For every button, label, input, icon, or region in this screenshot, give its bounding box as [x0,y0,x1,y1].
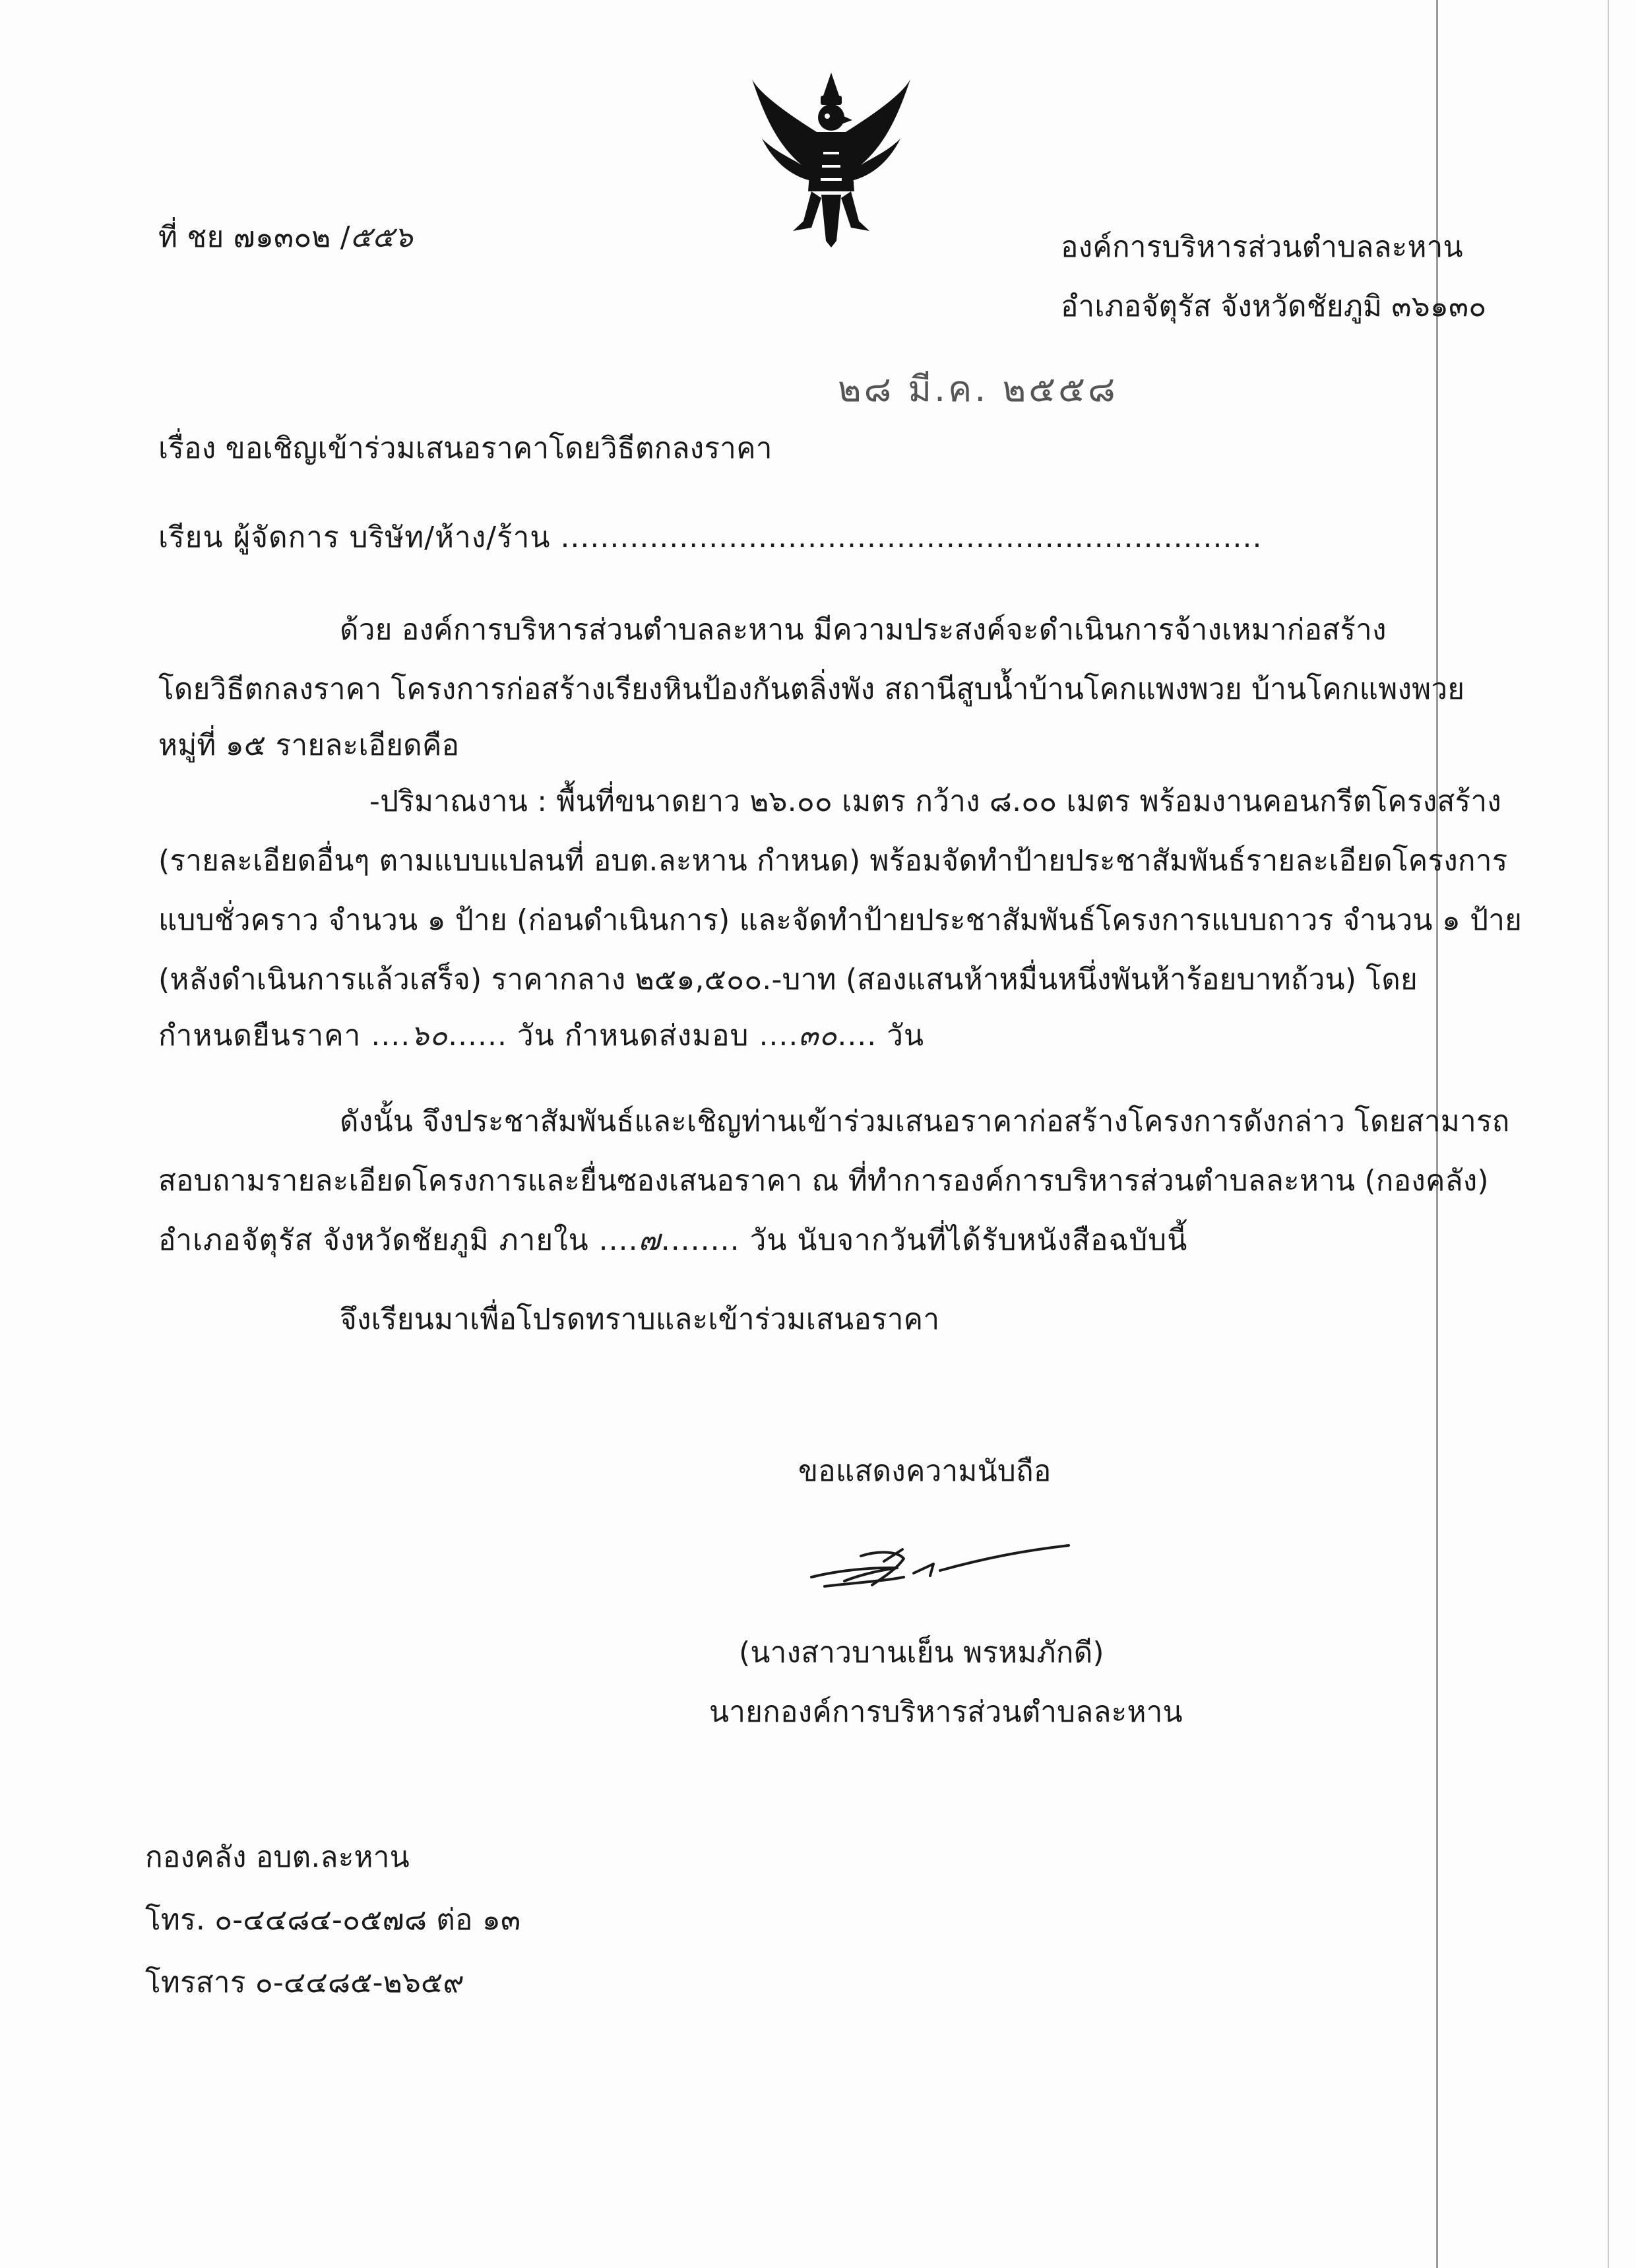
submission-period-days: ๗ [638,1223,661,1257]
reference-handwritten-number: ๕๕๖ [350,220,413,254]
phone-number: โทร. ๐-๔๔๘๔-๐๕๗๘ ต่อ ๑๓ [145,1903,521,1937]
bid-validity-label: กำหนดยืนราคา .... [158,1019,411,1053]
submission-period-suffix: ........ วัน นับจากวันที่ได้รับหนังสือฉบับนี้ [660,1223,1188,1257]
paragraph-1-line: โดยวิธีตกลงราคา โครงการก่อสร้างเรียงหินป้องกันตลิ่งพัง สถานีสูบน้ำบ้านโคกแพงพวย บ้านโคกแพงพวย [158,672,1465,706]
garuda-emblem-icon [739,66,924,251]
paragraph-2-line: (หลังดำเนินการแล้วเสร็จ) ราคากลาง ๒๕๑,๕๐๐.-บาท (สองแสนห้าหมื่นหนึ่งพันห้าร้อยบาทถ้วน) โดย [158,963,1418,996]
delivery-days: ๓๐ [798,1019,838,1053]
delivery-label: ...... วัน กำหนดส่งมอบ .... [448,1019,799,1053]
paragraph-2-line: (รายละเอียดอื่นๆ ตามแบบแปลนที่ อบต.ละหาน กำหนด) พร้อมจัดทำป้ายประชาสัมพันธ์รายละเอียดโครงการ [158,844,1508,878]
signer-name: (นางสาวบานเย็น พรหมภักดี) [739,1636,1104,1669]
date-stamp: ๒๘ มี.ค. ๒๕๕๘ [838,368,1118,410]
scan-line-artifact [1608,0,1609,2268]
organization-address: อำเภอจัตุรัส จังหวัดชัยภูมิ ๓๖๑๓๐ [1061,290,1487,323]
closing-line: จึงเรียนมาเพื่อโปรดทราบและเข้าร่วมเสนอราคา [340,1303,940,1336]
bid-validity-days: ๖๐ [410,1019,449,1053]
paragraph-1-line: หมู่ที่ ๑๕ รายละเอียดคือ [158,729,460,762]
signer-title: นายกองค์การบริหารส่วนตำบลละหาน [709,1695,1183,1729]
paragraph-2-line: แบบชั่วคราว จำนวน ๑ ป้าย (ก่อนดำเนินการ) และจัดทำป้ายประชาสัมพันธ์โครงการแบบถาวร จำนวน ๑ ป้าย [158,903,1523,937]
department-name: กองคลัง อบต.ละหาน [145,1840,410,1874]
paragraph-3-line: ดังนั้น จึงประชาสัมพันธ์และเชิญท่านเข้าร่วมเสนอราคาก่อสร้างโครงการดังกล่าว โดยสามารถ [340,1105,1510,1138]
paragraph-3-line: สอบถามรายละเอียดโครงการและยื่นซองเสนอราคา ณ ที่ทำการองค์การบริหารส่วนตำบลละหาน (กองคลัง) [158,1164,1489,1198]
submission-period-label: อำเภอจัตุรัส จังหวัดชัยภูมิ ภายใน .... [158,1223,639,1257]
subject-line: เรื่อง ขอเชิญเข้าร่วมเสนอราคาโดยวิธีตกลงราคา [158,432,772,465]
recipient-line: เรียน ผู้จัดการ บริษัท/ห้าง/ร้าน ....................................................................... [158,521,1263,554]
signature-icon [798,1524,1075,1604]
paragraph-1-line: ด้วย องค์การบริหารส่วนตำบลละหาน มีความประสงค์จะดำเนินการจ้างเหมาก่อสร้าง [340,613,1387,647]
fax-number: โทรสาร ๐-๔๔๘๕-๒๖๕๙ [145,1966,464,1999]
days-unit: .... วัน [837,1019,925,1053]
paragraph-2-line [158,1016,924,1056]
regards-line: ขอแสดงความนับถือ [798,1454,1052,1488]
paragraph-2-line: -ปริมาณงาน : พื้นที่ขนาดยาว ๒๖.๐๐ เมตร กว้าง ๘.๐๐ เมตร พร้อมงานคอนกรีตโครงสร้าง [369,785,1501,818]
organization-name: องค์การบริหารส่วนตำบลละหาน [1061,230,1463,264]
reference-prefix: ที่ ชย ๗๑๓๐๒ / [158,220,350,254]
paragraph-3-line [158,1221,1187,1260]
reference-number [158,218,413,257]
